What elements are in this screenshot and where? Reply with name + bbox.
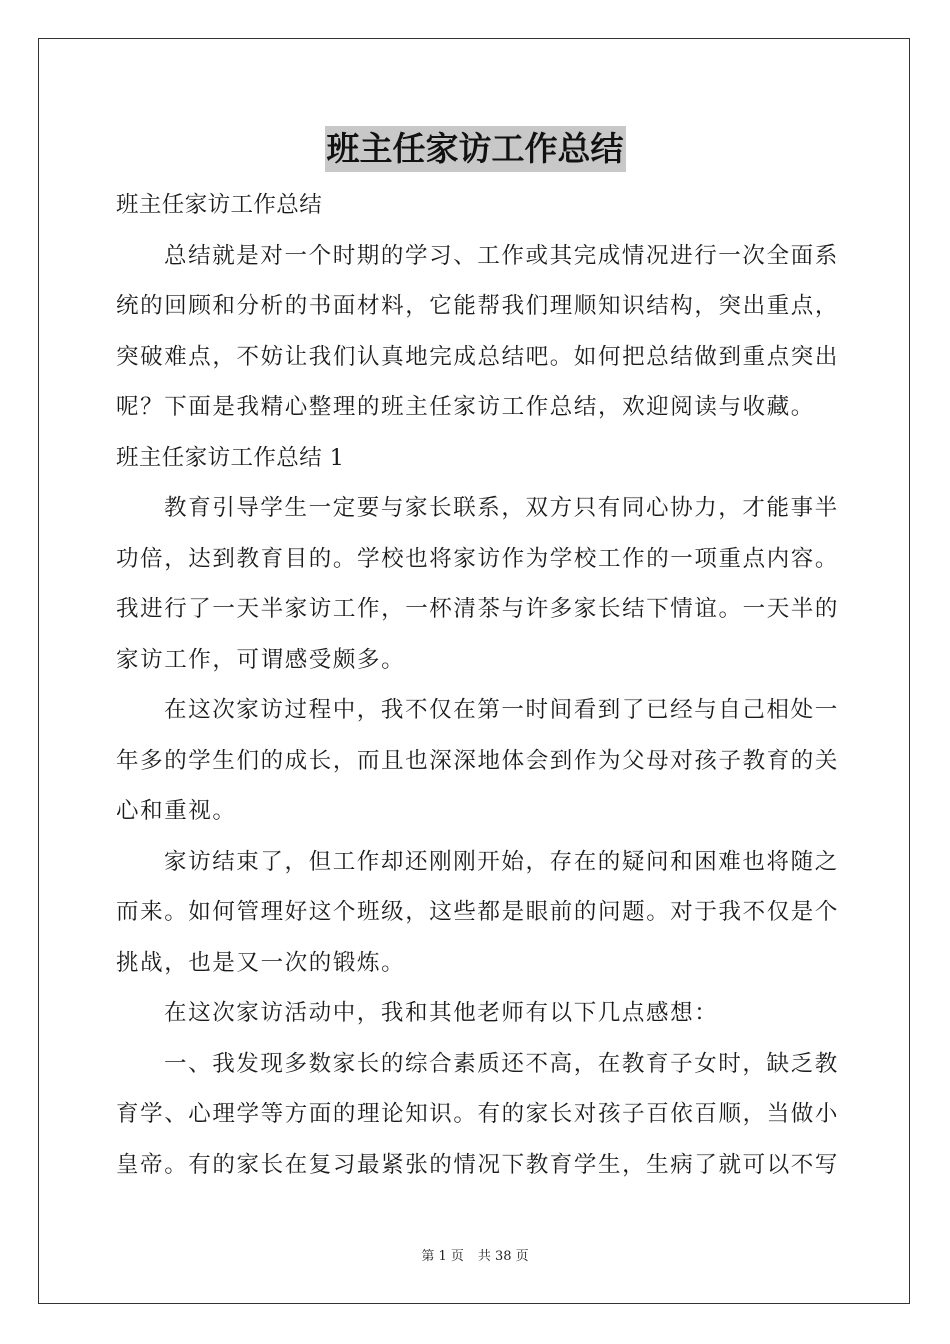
document-title: 班主任家访工作总结 xyxy=(325,126,626,172)
paragraph-line: 突破难点，不妨让我们认真地完成总结吧。如何把总结做到重点突出 xyxy=(116,343,840,370)
document-body xyxy=(116,180,840,1190)
paragraph-line: 一、我发现多数家长的综合素质还不高，在教育子女时，缺乏教 xyxy=(164,1050,839,1077)
page-number: 第 1 页 xyxy=(421,1249,464,1264)
paragraph-line: 年多的学生们的成长，而且也深深地体会到作为父母对孩子教育的关 xyxy=(116,747,840,774)
paragraph-line: 育学、心理学等方面的理论知识。有的家长对孩子百依百顺，当做小 xyxy=(116,1101,840,1127)
paragraph-line: 我进行了一天半家访工作，一杯清茶与许多家长结下情谊。一天半的 xyxy=(116,596,840,622)
paragraph-line: 统的回顾和分析的书面材料，它能帮我们理顺知识结构，突出重点， xyxy=(116,293,840,319)
paragraph-line: 挑战，也是又一次的锻炼。 xyxy=(116,949,406,976)
section-heading: 班主任家访工作总结 1 xyxy=(116,444,345,471)
page-footer xyxy=(0,1248,950,1266)
paragraph-line: 呢？下面是我精心整理的班主任家访工作总结，欢迎阅读与收藏。 xyxy=(116,394,815,420)
paragraph-line: 而来。如何管理好这个班级，这些都是眼前的问题。对于我不仅是个 xyxy=(116,899,840,925)
paragraph-line: 功倍，达到教育目的。学校也将家访作为学校工作的一项重点内容。 xyxy=(116,545,840,572)
paragraph-line: 在这次家访活动中，我和其他老师有以下几点感想： xyxy=(164,1000,719,1026)
paragraph-line: 总结就是对一个时期的学习、工作或其完成情况进行一次全面系 xyxy=(164,242,839,269)
title-container xyxy=(0,126,950,172)
paragraph-line: 心和重视。 xyxy=(116,798,237,824)
paragraph-line: 家访工作，可谓感受颇多。 xyxy=(116,646,406,673)
paragraph-line: 教育引导学生一定要与家长联系，双方只有同心协力，才能事半 xyxy=(164,495,839,521)
page-total: 共 38 页 xyxy=(477,1249,529,1264)
paragraph-line: 在这次家访过程中，我不仅在第一时间看到了已经与自己相处一 xyxy=(164,697,839,723)
paragraph-line: 家访结束了，但工作却还刚刚开始，存在的疑问和困难也将随之 xyxy=(164,848,839,875)
section-heading: 班主任家访工作总结 xyxy=(116,192,323,218)
paragraph-line: 皇帝。有的家长在复习最紧张的情况下教育学生，生病了就可以不写 xyxy=(116,1151,840,1178)
